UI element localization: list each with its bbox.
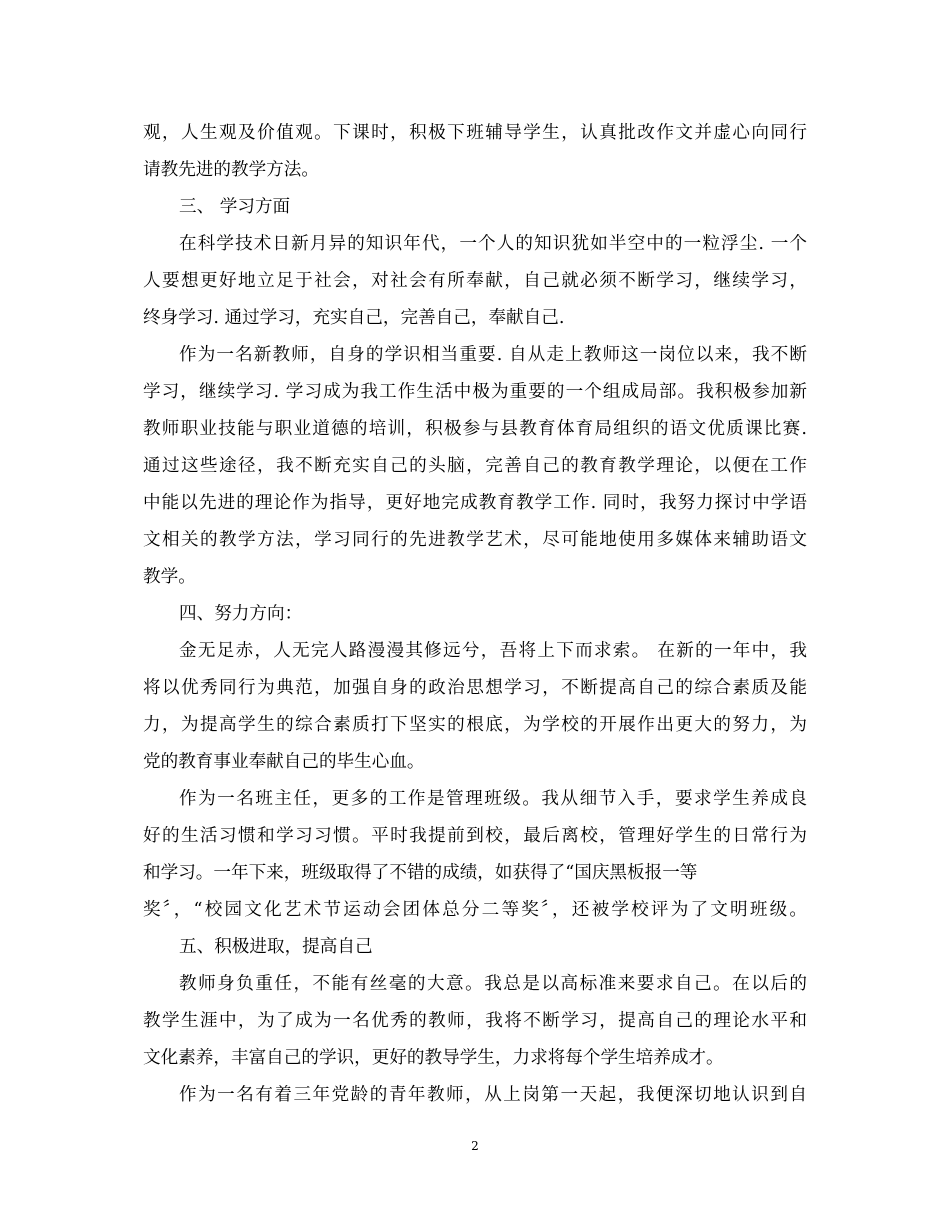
text-line: 金无足赤，人无完人路漫漫其修远兮，吾将上下而求索。 在新的一年中，我 bbox=[179, 641, 807, 661]
text-line: 学习，继续学习. 学习成为我工作生活中极为重要的一个组成局部。我积极参加新 bbox=[143, 382, 807, 402]
section-heading: 四、努力方向： bbox=[179, 604, 303, 624]
text-line: 作为一名班主任，更多的工作是管理班级。我从细节入手，要求学生养成良 bbox=[179, 789, 807, 809]
section-heading: 三、 学习方面 bbox=[179, 197, 291, 217]
text-line: 观，人生观及价值观。下课时，积极下班辅导学生，认真批改作文并虚心向同行 bbox=[143, 123, 807, 143]
text-line: 在科学技术日新月异的知识年代，一个人的知识犹如半空中的一粒浮尘. 一个 bbox=[179, 234, 807, 254]
text-line: 终身学习. 通过学习，充实自己，完善自己，奉献自己. bbox=[143, 308, 565, 328]
text-line: 教师身负重任，不能有丝毫的大意。我总是以高标准来要求自己。在以后的 bbox=[179, 974, 807, 994]
text-line: 教学生涯中，为了成为一名优秀的教师，我将不断学习，提高自己的理论水平和 bbox=[143, 1011, 807, 1031]
text-line: 人要想更好地立足于社会，对社会有所奉献，自己就必须不断学习，继续学习， bbox=[143, 271, 807, 291]
text-line: 文相关的教学方法，学习同行的先进教学艺术，尽可能地使用多媒体来辅助语文 bbox=[143, 530, 807, 550]
text-line: 文化素养，丰富自己的学识，更好的教导学生，力求将每个学生培养成才。 bbox=[143, 1048, 724, 1068]
text-line: 中能以先进的理论作为指导，更好地完成教育教学工作. 同时，我努力探讨中学语 bbox=[143, 493, 807, 513]
text-line: 力，为提高学生的综合素质打下坚实的根底，为学校的开展作出更大的努力，为 bbox=[143, 715, 807, 735]
page-number: 2 bbox=[471, 1139, 479, 1153]
document-body bbox=[143, 115, 807, 1114]
text-line: 教学。 bbox=[143, 567, 196, 587]
text-line: 党的教育事业奉献自己的毕生心血。 bbox=[143, 752, 425, 772]
text-line: 奖〞，“校园文化艺术节运动会团体总分二等奖〞，还被学校评为了文明班级。 bbox=[143, 900, 807, 920]
text-line: 作为一名有着三年党龄的青年教师，从上岗第一天起，我便深切地认识到自 bbox=[179, 1085, 807, 1105]
section-heading: 五、积极进取，提高自己 bbox=[179, 937, 373, 957]
text-line: 请教先进的教学方法。 bbox=[143, 160, 319, 180]
text-line: 好的生活习惯和学习习惯。平时我提前到校，最后离校，管理好学生的日常行为 bbox=[143, 826, 807, 846]
text-line: 和学习。一年下来，班级取得了不错的成绩，如获得了“国庆黑板报一等 bbox=[143, 863, 698, 883]
text-line: 通过这些途径，我不断充实自己的头脑，完善自己的教育教学理论，以便在工作 bbox=[143, 456, 807, 476]
text-line: 教师职业技能与职业道德的培训，积极参与县教育体育局组织的语文优质课比赛. bbox=[143, 419, 807, 439]
text-line: 将以优秀同行为典范，加强自身的政治思想学习，不断提高自己的综合素质及能 bbox=[143, 678, 807, 698]
text-line: 作为一名新教师，自身的学识相当重要. 自从走上教师这一岗位以来，我不断 bbox=[179, 345, 807, 365]
